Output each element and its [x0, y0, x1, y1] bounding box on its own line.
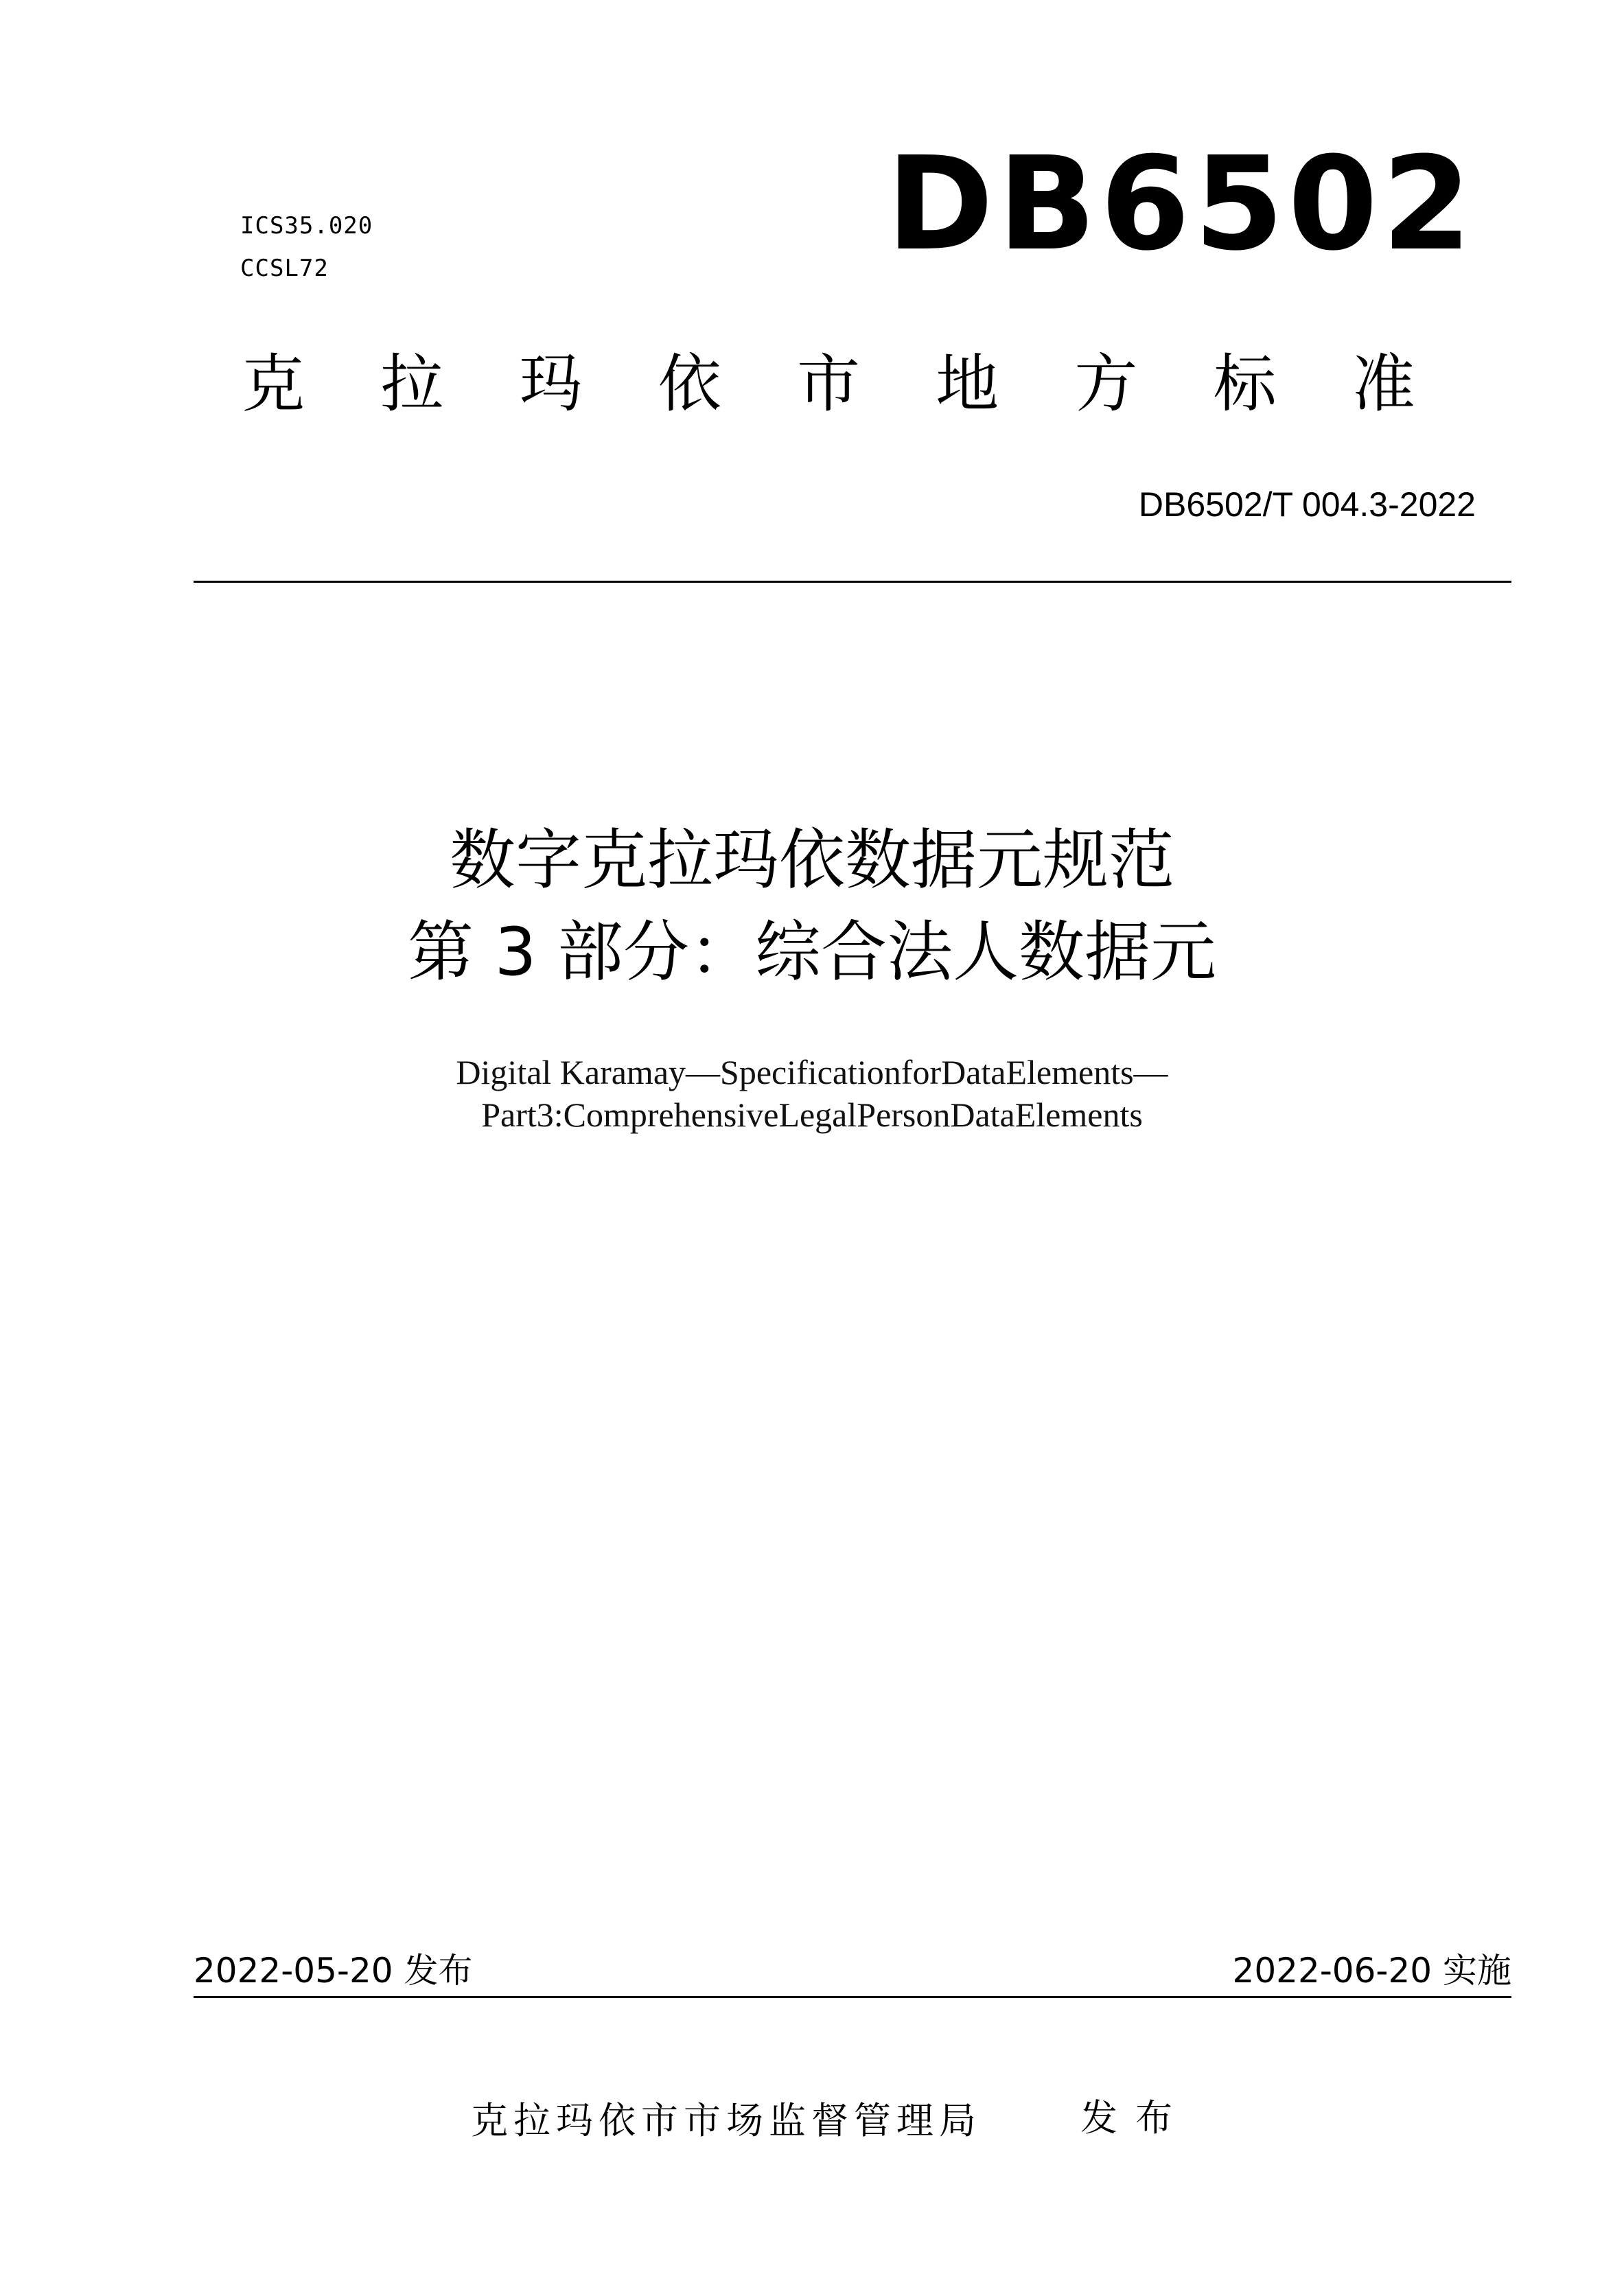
- document-title-line-1: 数字克拉玛依数据元规范: [450, 822, 1174, 898]
- standard-type-char: 地: [936, 347, 999, 421]
- english-title-line-2: Part3:ComprehensiveLegalPersonDataElements: [481, 1095, 1143, 1134]
- english-title-line-1: Digital Karamay—SpecificationforDataElements—: [456, 1053, 1168, 1091]
- standard-type-char: 玛: [519, 347, 583, 421]
- standard-number: DB6502/T 004.3-2022: [1138, 485, 1476, 524]
- standard-type-char: 标: [1213, 347, 1277, 421]
- standard-type-char: 市: [796, 347, 860, 421]
- standard-type-heading: [242, 343, 1415, 426]
- standard-type-char: 准: [1352, 347, 1415, 421]
- top-divider: [194, 581, 1511, 583]
- classification-codes: [240, 205, 373, 290]
- document-title-line-2: 第 3 部分：综合法人数据元: [407, 914, 1217, 990]
- standard-logo: DB6502: [886, 129, 1476, 279]
- bottom-divider: [194, 1996, 1511, 1998]
- ccs-code: CCSL72: [240, 255, 329, 282]
- standard-type-char: 方: [1074, 347, 1138, 421]
- effective-date: 2022-06-20 实施: [1232, 1951, 1511, 1991]
- standard-type-char: 克: [242, 347, 305, 421]
- publish-date: 2022-05-20 发布: [194, 1951, 473, 1991]
- issue-label: 发布: [1080, 2096, 1190, 2140]
- standard-type-char: 依: [658, 347, 721, 421]
- standard-type-char: 拉: [380, 347, 444, 421]
- issuing-authority: 克拉玛依市市场监督管理局: [471, 2099, 982, 2142]
- ics-code: ICS35.020: [240, 212, 373, 240]
